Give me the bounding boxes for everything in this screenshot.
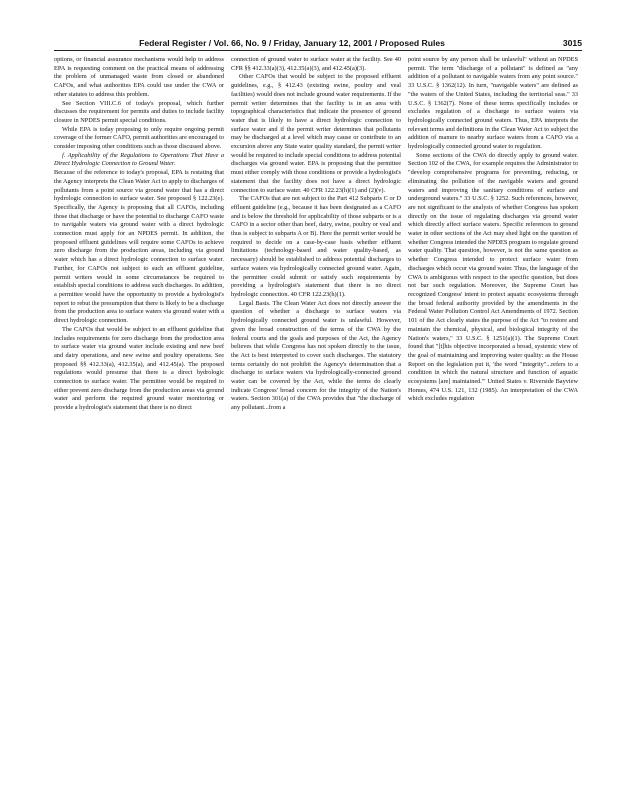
running-head-text: Federal Register / Vol. 66, No. 9 / Friday, January 12, 2001 / Proposed Rules [139, 38, 445, 48]
page-number: 3015 [562, 38, 582, 48]
paragraph: The CAFOs that are not subject to the Part 412 Subparts C or D effluent guideline (e.g., because it has been designated as a CAFO and is below the threshold for applicability of those subparts or is a CAFO in a sector other than beef, dairy, swine, poultry or veal and thus is subject to subparts A or B). Here the permit writer would be required to decide on a case-by-case basis whether effluent limitations (technology-based and water quality-based, as necessary) should be established to address potential discharges to surface waters via hydrologically connected ground water. Again, the permittee could submit or satisfy such requirements by providing a hydrologist's statement that there is no direct hydrologic connection. 40 CFR 122.23(h)(1). [231, 195, 401, 298]
paragraph: point source by any person shall be unlawful" without an NPDES permit. The term "discharge of a pollutant" is defined as "any addition of a pollutant to navigable waters from any point source." 33 U.S.C. § 1362(12). In turn, "navigable waters" are defined as "the waters of the United States, including the territorial seas." 33 U.S.C. § 1362(7). None of these terms specifically includes or excludes regulation of a discharge to surface waters via hydrologically connected ground waters. Thus, EPA interprets the relevant terms and definitions in the Clean Water Act to subject the addition of manure to nearby surface waters from a CAFO via a hydrologically connected ground water to regulation. [408, 56, 578, 151]
paragraph: Some sections of the CWA do directly apply to ground water. Section 102 of the CWA, for example requires the Administrator to "develop comprehensive programs for preventing, reducing, or eliminating the pollution of the navigable waters and ground waters and improving the sanitary conditions of surface and underground waters." 33 U.S.C. § 1252. Such references, however, are not significant to the analysis of whether Congress has spoken directly on the issue of regulating discharges via ground water which directly affect surface waters. Specific references to ground water in other sections of the Act may shed light on the question of whether Congress intended the NPDES program to regulate ground water quality. That question, however, is not the same question as whether Congress intended to protect surface water from discharges which occur via ground water. Thus, the language of the CWA is ambiguous with respect to the specific question, but does not bar such regulation. Moreover, the Supreme Court has recognized Congress' intent to protect aquatic ecosystems through the broad federal authority provided by the amendments in the Federal Water Pollution Control Act Amendments of 1972. Section 101 of the Act clearly states the purpose of the Act "to restore and maintain the chemical, physical, and biological integrity of the Nation's waters," 33 U.S.C. § 1251(a)(1). The Supreme Court found that "[t]his objective incorporated a broad, systemic view of the goal of maintaining and improving water quality: as the House Report on the legislation put it, 'the word "integrity"...refers to a condition in which the natural structure and function of aquatic ecosystems [are] maintained.'" United States v. Riverside Bayview Homes, 474 U.S. 121, 132 (1985). An interpretation of the CWA which excludes regulation [408, 151, 578, 403]
running-header [54, 38, 582, 51]
paragraph: connection of ground water to surface water at the facility. See 40 CFR §§ 412.33(a)(3), 412.35(a)(3), and 412.45(a)(3). [231, 56, 401, 72]
paragraph: Legal Basis. The Clean Water Act does not directly answer the question of whether a discharge to surface waters via hydrologically connected ground water is unlawful. However, given the broad construction of the terms of the CWA by the federal courts and the goals and purposes of the Act, the Agency believes that while Congress has not spoken directly to the issue, the Act is best interpreted to cover such discharges. The statutory terms certainly do not prohibit the Agency's determination that a discharge to surface waters via hydrologically-connected ground water can be covered by the Act, while the terms do clearly indicate Congress' broad concern for the integrity of the Nation's waters. Section 301(a) of the CWA provides that "the discharge of any pollutant...from a [231, 299, 401, 412]
paragraph: Other CAFOs that would be subject to the proposed effluent guidelines, e.g., § 412.43 (existing swine, poultry and veal facilities) would does not include ground water requirements. If the permit writer determines that the facility is in an area with topographical characteristics that indicate the presence of ground water that is likely to have a direct hydrologic connection to surface water and if the permit writer determines that pollutants may be discharged at a level which may cause or contribute to an excursion above any State water quality standard, the permit writer would be required to include special conditions to address potential discharges via ground water. EPA is proposing that the permittee must either comply with those conditions or provide a hydrologist's statement that the facility does not have a direct hydrologic connection to surface water. 40 CFR 122.23(h)(1) and (2)(v). [231, 73, 401, 194]
paragraph: f. Applicability of the Regulations to Operations That Have a Direct Hydrologic Connection to Ground Water. [54, 151, 224, 168]
text-column-3 [408, 56, 578, 792]
paragraph: While EPA is today proposing to only require ongoing permit coverage of the former CAFO, permit authorities are encouraged to consider imposing other conditions such as those discussed above. [54, 125, 224, 151]
text-column-2 [231, 56, 401, 792]
paragraph: Because of the reference to today's proposal, EPA is restating that the Agency interprets the Clean Water Act to apply to discharges of pollutants from a point source via ground water that has a direct hydrologic connection to surface water. See proposed § 122.23(e). Specifically, the Agency is proposing that all CAFOs, including those that discharge or have the potential to discharge CAFO waste to navigable waters via ground water with a direct hydrologic connection must apply for an NPDES permit. In addition, the proposed effluent guidelines will require some CAFOs to achieve zero discharge from the production areas, including via ground water which has a direct hydrologic connection to surface water. Further, for CAFOs not subject to such an effluent guideline, permit writers would in some circumstances be required to establish special conditions to address such discharges. In addition, a permittee would have the opportunity to provide a hydrologist's report to rebut the presumption that there is likely to be a discharge from the production area to surface waters via ground water with a direct hydrologic connection. [54, 169, 224, 325]
text-column-1 [54, 56, 224, 792]
paragraph: options, or financial assurance mechanisms would help to address EPA is requesting comment on the practical means of addressing the problem of unmanaged waste from closed or abandoned CAFOs, and what authorities EPA could use under the CWA or other statutes to address this problem. [54, 56, 224, 98]
paragraph: The CAFOs that would be subject to an effluent guideline that includes requirements for zero discharge from the production area to surface water via ground water include existing and new beef and dairy operations, and new swine and poultry operations. See proposed §§ 412.33(a), 412.35(a), and 412.45(a). The proposed regulations would presume that there is a direct hydrologic connection to surface water. The permittee would be required to either prevent zero discharge from the production areas via ground water and perform the required ground water monitoring or provide a hydrologist's statement that there is no direct [54, 325, 224, 412]
paragraph: See Section VIII.C.6 of today's proposal, which further discusses the requirement for permits and duties to include facility closure in NPDES permit special conditions. [54, 99, 224, 124]
